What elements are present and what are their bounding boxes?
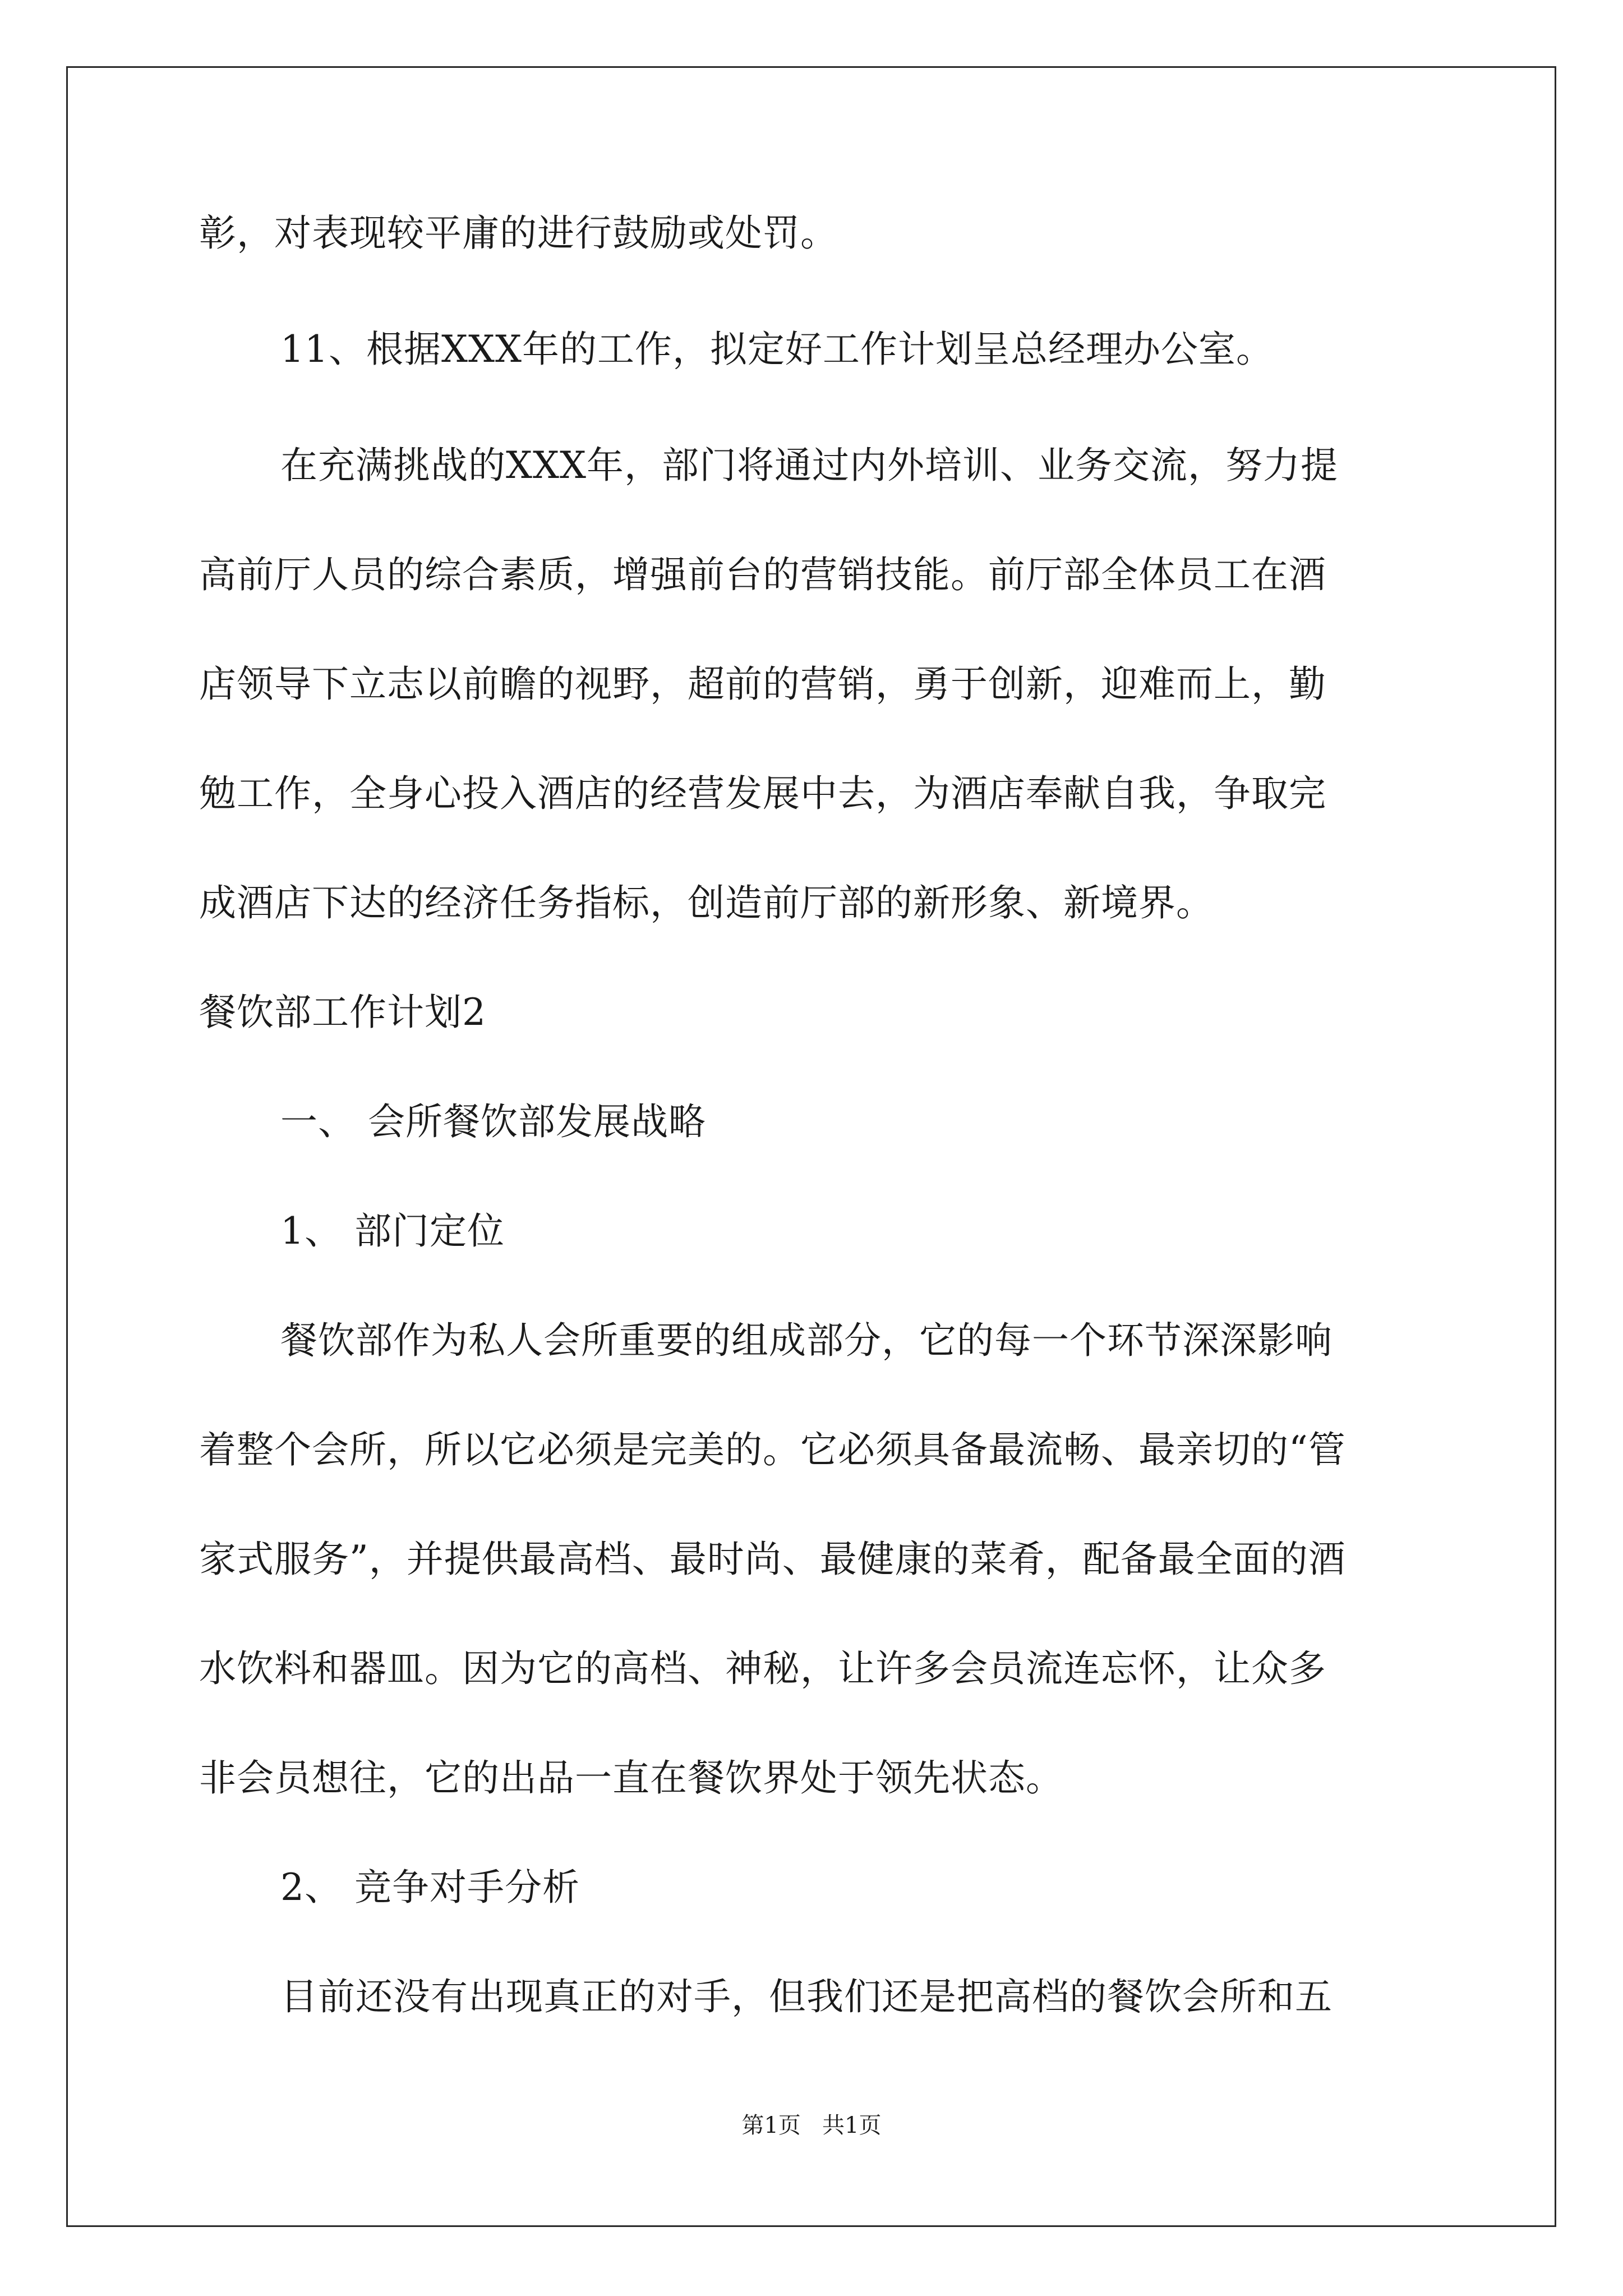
- paragraph-line: 高前厅人员的综合素质，增强前台的营销技能。前厅部全体员工在酒: [199, 553, 1326, 596]
- paragraph-line: 店领导下立志以前瞻的视野，超前的营销，勇于创新，迎难而上，勤: [199, 662, 1326, 706]
- section-heading: 一、 会所餐饮部发展战略: [280, 1100, 706, 1143]
- paragraph-line: 11、根据XXX年的工作，拟定好工作计划呈总经理办公室。: [280, 328, 1274, 371]
- paragraph-line: 彰，对表现较平庸的进行鼓励或处罚。: [199, 211, 838, 255]
- paragraph-line: 非会员想往，它的出品一直在餐饮界处于领先状态。: [199, 1756, 1063, 1800]
- paragraph-line: 水饮料和器皿。因为它的高档、神秘，让许多会员流连忘怀，让众多: [199, 1647, 1326, 1690]
- paragraph-line: 着整个会所，所以它必须是完美的。它必须具备最流畅、最亲切的“管: [199, 1428, 1346, 1471]
- paragraph-line: 在充满挑战的XXX年，部门将通过内外培训、业务交流，努力提: [280, 444, 1338, 487]
- paragraph-line: 成酒店下达的经济任务指标，创造前厅部的新形象、新境界。: [199, 881, 1214, 924]
- page-number-footer: 第1页 共1页: [741, 2113, 882, 2138]
- section-title: 餐饮部工作计划2: [199, 991, 486, 1034]
- paragraph-line: 目前还没有出现真正的对手，但我们还是把高档的餐饮会所和五: [280, 1975, 1332, 2018]
- subsection-heading: 1、 部门定位: [280, 1209, 505, 1253]
- subsection-heading: 2、 竞争对手分析: [280, 1866, 580, 1909]
- paragraph-line: 餐饮部作为私人会所重要的组成部分，它的每一个环节深深影响: [280, 1319, 1332, 1362]
- paragraph-line: 家式服务”，并提供最高档、最时尚、最健康的菜肴，配备最全面的酒: [199, 1538, 1346, 1581]
- paragraph-line: 勉工作，全身心投入酒店的经营发展中去，为酒店奉献自我，争取完: [199, 772, 1326, 815]
